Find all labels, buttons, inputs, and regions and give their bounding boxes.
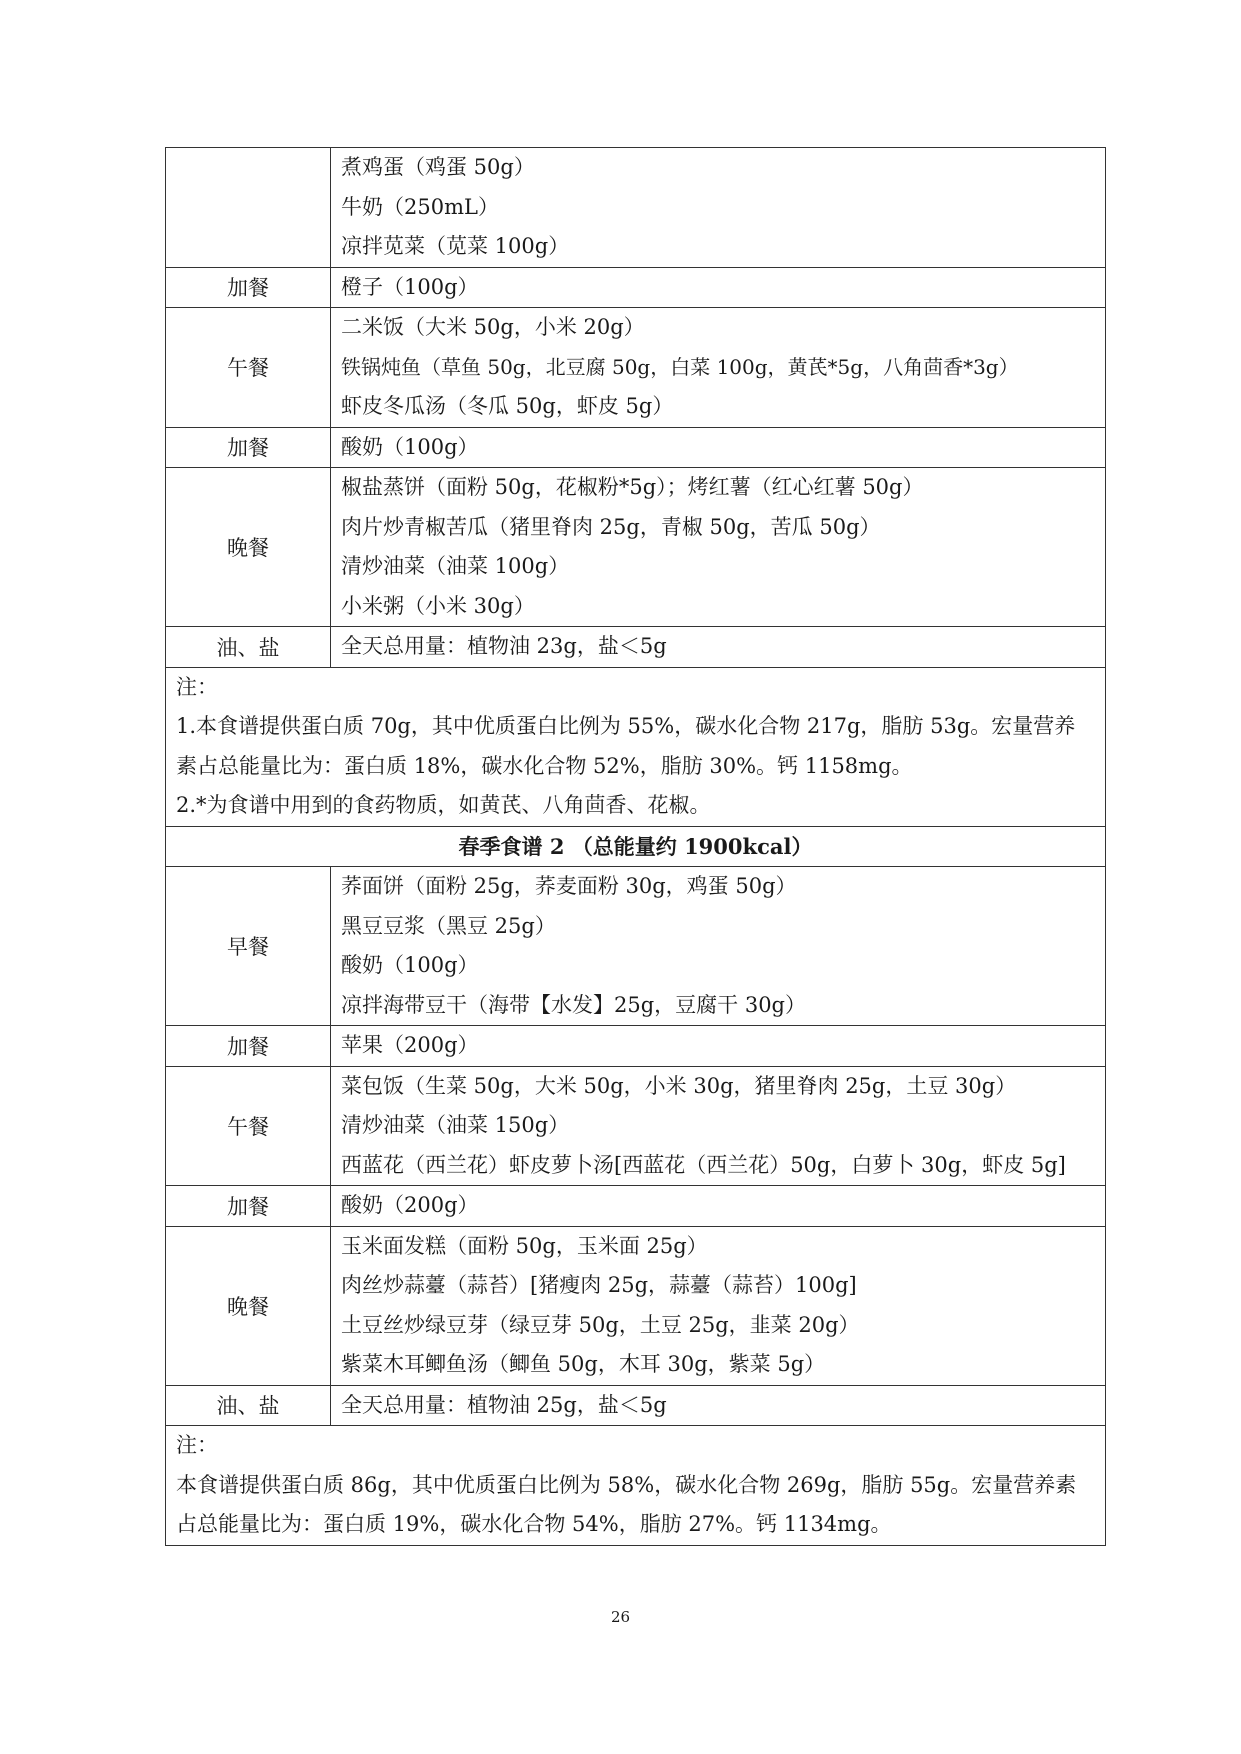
page-number: 26 xyxy=(610,1608,631,1626)
section-title: 春季食谱 2 （总能量约 1900kcal） xyxy=(166,826,1106,867)
dish: 酸奶（200g） xyxy=(341,1193,479,1217)
meal-items xyxy=(331,867,1106,1026)
notes xyxy=(166,667,1106,826)
meal-items xyxy=(331,1226,1106,1385)
meal-items xyxy=(331,1026,1106,1067)
dish: 椒盐蒸饼（面粉 50g，花椒粉*5g）；烤红薯（红心红薯 50g） xyxy=(341,475,924,499)
meal-label: 加餐 xyxy=(166,267,331,308)
dish: 铁锅炖鱼（草鱼 50g，北豆腐 50g，白菜 100g，黄芪*5g，八角茴香*3g） xyxy=(341,354,1019,379)
notes-row xyxy=(166,667,1106,826)
dish: 虾皮冬瓜汤（冬瓜 50g，虾皮 5g） xyxy=(341,394,674,418)
meal-label-empty xyxy=(166,148,331,268)
dish: 黑豆豆浆（黑豆 25g） xyxy=(341,913,556,938)
dish: 凉拌苋菜（苋菜 100g） xyxy=(341,234,570,258)
meal-label: 加餐 xyxy=(166,427,331,468)
dish: 紫菜木耳鲫鱼汤（鲫鱼 50g，木耳 30g，紫菜 5g） xyxy=(341,1352,826,1376)
dish: 肉片炒青椒苦瓜（猪里脊肉 25g，青椒 50g，苦瓜 50g） xyxy=(341,514,881,539)
dinner-row xyxy=(166,1226,1106,1385)
dish: 凉拌海带豆干（海带【水发】25g，豆腐干 30g） xyxy=(341,992,807,1017)
dish: 清炒油菜（油菜 150g） xyxy=(341,1113,570,1137)
dish: 酸奶（100g） xyxy=(341,434,479,459)
meal-label: 晚餐 xyxy=(166,468,331,627)
lunch-row xyxy=(166,308,1106,428)
note-text: 2.*为食谱中用到的食药物质，如黄芪、八角茴香、花椒。 xyxy=(176,793,711,817)
breakfast-tail-row xyxy=(166,148,1106,268)
dish: 菜包饭（生菜 50g，大米 50g，小米 30g，猪里脊肉 25g，土豆 30g） xyxy=(341,1073,1017,1098)
snack2-row xyxy=(166,1186,1106,1227)
meal-label: 午餐 xyxy=(166,308,331,428)
snack1-row xyxy=(166,1026,1106,1067)
meal-label: 加餐 xyxy=(166,1186,331,1227)
notes xyxy=(166,1426,1106,1546)
dish: 二米饭（大米 50g，小米 20g） xyxy=(341,315,645,339)
oil-salt-value: 全天总用量：植物油 25g，盐＜5g xyxy=(331,1385,1106,1426)
dish: 荞面饼（面粉 25g，荞麦面粉 30g，鸡蛋 50g） xyxy=(341,874,797,898)
oil-salt-row xyxy=(166,627,1106,668)
meal-label: 油、盐 xyxy=(166,1385,331,1426)
meal-label: 晚餐 xyxy=(166,1226,331,1385)
meal-items xyxy=(331,1066,1106,1186)
dish: 牛奶（250mL） xyxy=(341,194,499,219)
meal-label: 油、盐 xyxy=(166,627,331,668)
dinner-row xyxy=(166,468,1106,627)
dish: 橙子（100g） xyxy=(341,274,479,299)
meal-items xyxy=(331,1186,1106,1227)
notes-heading: 注： xyxy=(176,1433,218,1457)
note-text: 1.本食谱提供蛋白质 70g，其中优质蛋白比例为 55%，碳水化合物 217g，脂肪 53g。宏量营养素占总能量比为：蛋白质 18%，碳水化合物 52%，脂肪 30%。钙 1158mg。 xyxy=(176,714,1076,778)
meal-items xyxy=(331,267,1106,308)
meal-label: 早餐 xyxy=(166,867,331,1026)
meal-items xyxy=(331,308,1106,428)
meal-items xyxy=(331,468,1106,627)
notes-row xyxy=(166,1426,1106,1546)
snack1-row xyxy=(166,267,1106,308)
breakfast-row xyxy=(166,867,1106,1026)
meal-label: 加餐 xyxy=(166,1026,331,1067)
section-title-row xyxy=(166,826,1106,867)
dish: 苹果（200g） xyxy=(341,1033,479,1057)
dish: 小米粥（小米 30g） xyxy=(341,593,535,618)
dish: 清炒油菜（油菜 100g） xyxy=(341,554,570,578)
meal-items xyxy=(331,427,1106,468)
notes-heading: 注： xyxy=(176,674,218,699)
meal-items xyxy=(331,148,1106,268)
meal-label: 午餐 xyxy=(166,1066,331,1186)
oil-salt-row xyxy=(166,1385,1106,1426)
snack2-row xyxy=(166,427,1106,468)
oil-salt-value: 全天总用量：植物油 23g，盐＜5g xyxy=(331,627,1106,668)
dish: 酸奶（100g） xyxy=(341,953,479,977)
note-text: 本食谱提供蛋白质 86g，其中优质蛋白比例为 58%，碳水化合物 269g，脂肪 55g。宏量营养素占总能量比为：蛋白质 19%，碳水化合物 54%，脂肪 27%。钙 1134mg。 xyxy=(176,1472,1077,1536)
lunch-row xyxy=(166,1066,1106,1186)
dish: 西蓝花（西兰花）虾皮萝卜汤[西蓝花（西兰花）50g，白萝卜 30g，虾皮 5g] xyxy=(341,1152,1066,1177)
dish: 肉丝炒蒜薹（蒜苔）[猪瘦肉 25g，蒜薹（蒜苔）100g] xyxy=(341,1273,857,1297)
dish: 土豆丝炒绿豆芽（绿豆芽 50g，土豆 25g，韭菜 20g） xyxy=(341,1312,860,1337)
dish: 玉米面发糕（面粉 50g，玉米面 25g） xyxy=(341,1233,708,1258)
menu-table xyxy=(165,147,1106,1546)
dish: 煮鸡蛋（鸡蛋 50g） xyxy=(341,155,535,179)
